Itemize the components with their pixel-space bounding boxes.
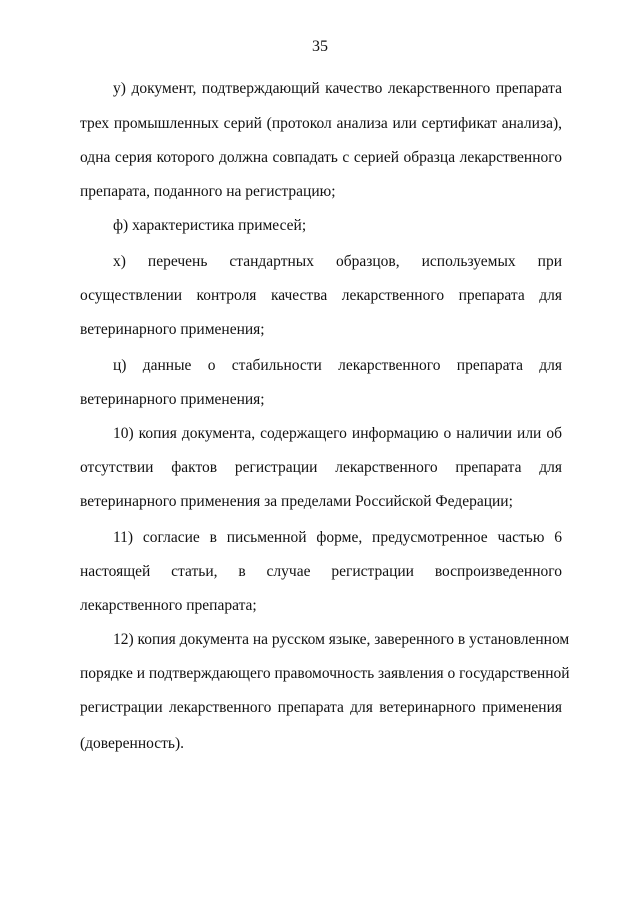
paragraph-line: порядке и подтверждающего правомочность заявления о государственной: [80, 665, 570, 682]
paragraph-line: регистрации лекарственного препарата для ветеринарного применения: [80, 699, 562, 716]
paragraph-line: препарата, поданного на регистрацию;: [80, 183, 336, 200]
paragraph-line: отсутствии фактов регистрации лекарственного препарата для: [80, 459, 562, 476]
paragraph-line: (доверенность).: [80, 735, 185, 752]
paragraph-line: осуществлении контроля качества лекарственного препарата для: [80, 287, 562, 304]
paragraph-line: ц) данные о стабильности лекарственного препарата для: [113, 357, 562, 374]
paragraph-line: х) перечень стандартных образцов, используемых при: [113, 253, 562, 270]
paragraph-line: ветеринарного применения за пределами Российской Федерации;: [80, 493, 513, 510]
paragraph-line: настоящей статьи, в случае регистрации воспроизведенного: [80, 563, 562, 580]
paragraph-line: ветеринарного применения;: [80, 391, 265, 408]
paragraph-line: 12) копия документа на русском языке, заверенного в установленном: [113, 631, 570, 648]
paragraph-line: 11) согласие в письменной форме, предусмотренное частью 6: [113, 529, 562, 546]
paragraph-line: ф) характеристика примесей;: [113, 217, 307, 234]
paragraph-line: трех промышленных серий (протокол анализа или сертификат анализа),: [80, 115, 562, 132]
paragraph-line: ветеринарного применения;: [80, 321, 265, 338]
page-number: 35: [312, 38, 328, 55]
paragraph-line: одна серия которого должна совпадать с серией образца лекарственного: [80, 149, 562, 166]
paragraph-line: у) документ, подтверждающий качество лекарственного препарата: [113, 80, 562, 97]
paragraph-line: лекарственного препарата;: [80, 597, 257, 614]
paragraph-line: 10) копия документа, содержащего информацию о наличии или об: [113, 425, 562, 442]
